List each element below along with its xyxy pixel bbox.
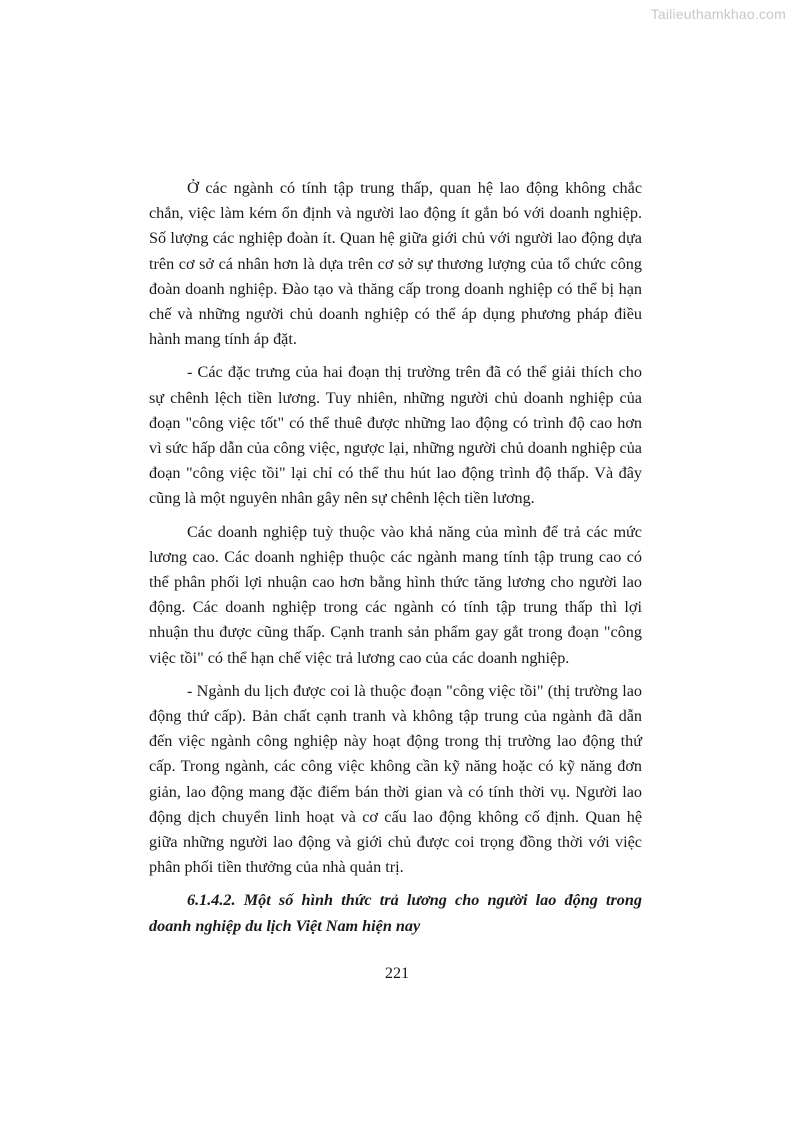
paragraph-4: - Ngành du lịch được coi là thuộc đoạn "công việc tồi" (thị trường lao động thứ cấp). Bản chất cạnh tranh và không tập trung của ngành đã dẫn đến việc ngành công nghiệp này hoạt động trong thị trường lao động thứ cấp. Trong ngành, các công việc không cần kỹ năng hoặc có kỹ năng đơn giản, lao động mang đặc điểm bán thời gian và có tính thời vụ. Người lao động dịch chuyển linh hoạt và cơ cấu lao động không cố định. Quan hệ giữa những người lao động và giới chủ được coi trọng đồng thời với việc phân phối tiền thưởng của nhà quản trị. [149,681,642,877]
watermark: Tailieuthamkhao.com [650,6,786,22]
paragraph-1: Ở các ngành có tính tập trung thấp, quan hệ lao động không chắc chắn, việc làm kém ổn định và người lao động ít gắn bó với doanh nghiệp. Số lượng các nghiệp đoàn ít. Quan hệ giữa giới chủ với người lao động dựa trên cơ sở cá nhân hơn là dựa trên cơ sở sự thương lượng của tổ chức công đoàn doanh nghiệp. Đào tạo và thăng cấp trong doanh nghiệp có thể bị hạn chế và những người chủ doanh nghiệp có thể áp dụng phương pháp điều hành mang tính áp đặt. [149,179,642,349]
paragraph-3: Các doanh nghiệp tuỳ thuộc vào khả năng của mình để trả các mức lương cao. Các doanh nghiệp thuộc các ngành mang tính tập trung cao có thể phân phối lợi nhuận cao hơn bằng hình thức tăng lương cho người lao động. Các doanh nghiệp trong các ngành có tính tập trung thấp thì lợi nhuận thu được cũng thấp. Cạnh tranh sản phẩm gay gắt trong đoạn "công việc tồi" có thể hạn chế việc trả lương cao của các doanh nghiệp. [149,522,642,667]
section-heading: 6.1.4.2. Một số hình thức trả lương cho người lao động trong doanh nghiệp du lịch Việt Nam hiện nay [149,891,642,935]
page-body [149,176,642,947]
page-number: 221 [384,964,410,982]
paragraph-2: - Các đặc trưng của hai đoạn thị trường trên đã có thể giải thích cho sự chênh lệch tiền lương. Tuy nhiên, những người chủ doanh nghiệp của đoạn "công việc tốt" có thể thuê được những lao động có trình độ cao hơn vì sức hấp dẫn của công việc, ngược lại, những người chủ doanh nghiệp của đoạn "công việc tồi" lại chỉ có thể thu hút lao động trình độ thấp. Và đây cũng là một nguyên nhân gây nên sự chênh lệch tiền lương. [149,363,642,508]
